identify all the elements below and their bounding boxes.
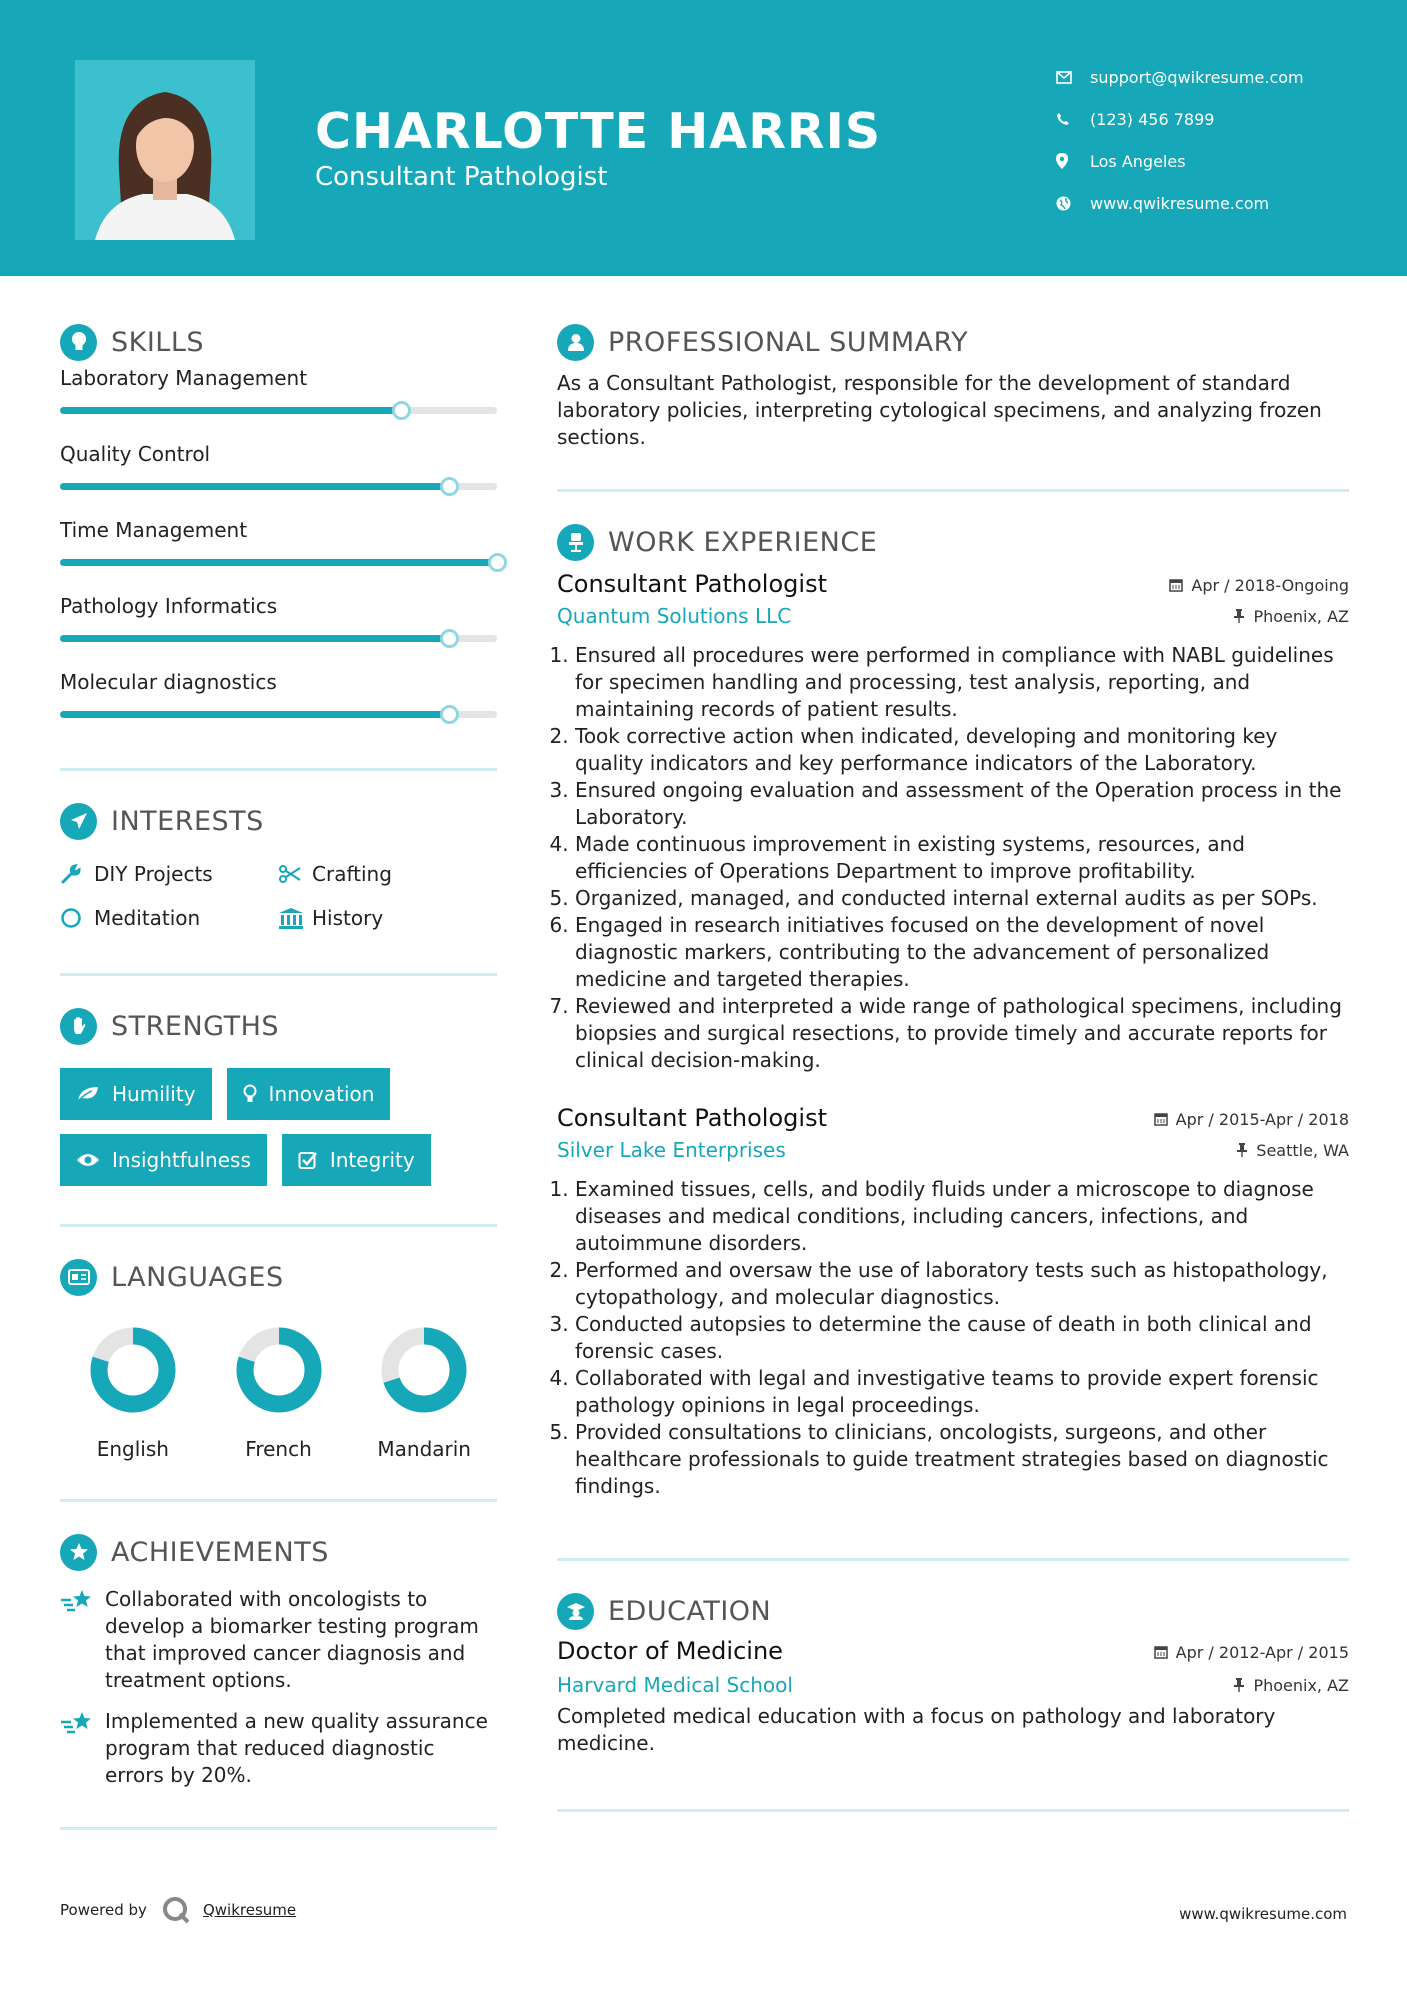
- job-company: Silver Lake Enterprises: [557, 1138, 786, 1162]
- interests-list: [60, 859, 497, 933]
- leaf-icon: [76, 1085, 100, 1103]
- qwikresume-logo-icon: [161, 1895, 191, 1925]
- contact-website[interactable]: [1056, 182, 1304, 224]
- skill-bar-track: [60, 483, 497, 490]
- summary-text: As a Consultant Pathologist, responsible for the development of standard laboratory policies, interpreting cytological specimens, and analyzing frozen sections.: [557, 371, 1322, 449]
- achievement-item: Implemented a new quality assurance program that reduced diagnostic errors by 20%.: [60, 1708, 497, 1789]
- skill-bar-knob: [488, 553, 507, 572]
- skill-bar-track: [60, 635, 497, 642]
- section-divider: [60, 768, 497, 771]
- languages-list: [60, 1325, 497, 1461]
- contact-phone[interactable]: [1056, 98, 1304, 140]
- job-subheader: [557, 1138, 1349, 1162]
- profile-photo: [75, 60, 255, 240]
- skill-bar-fill: [60, 711, 449, 718]
- skill-item: [60, 358, 497, 434]
- paper-plane-icon: [60, 803, 97, 840]
- job-header: [557, 1104, 1349, 1132]
- shooting-star-icon: [60, 1708, 105, 1789]
- pin-icon: [1236, 1143, 1248, 1157]
- section-divider: [60, 1224, 497, 1227]
- strength-badge: Humility: [60, 1068, 212, 1120]
- education-school: Harvard Medical School: [557, 1673, 793, 1697]
- skill-bar-fill: [60, 559, 497, 566]
- skill-label: Quality Control: [60, 442, 211, 466]
- list-item: 1. Ensured all procedures were performed in compliance with NABL guidelines for specimen handling and processing, test analysis, reporting, and maintaining records of patient results.: [575, 642, 1349, 723]
- envelope-icon: [1056, 71, 1090, 84]
- list-item: 6. Engaged in research initiatives focused on the development of novel diagnostic markers, contributing to the advancement of personalized medicine and targeted therapies.: [575, 912, 1349, 993]
- scissors-icon: [278, 865, 312, 883]
- interest-item: History: [278, 903, 478, 933]
- bank-icon: [278, 907, 312, 929]
- phone-icon: [1056, 112, 1090, 126]
- left-column: [60, 322, 497, 1830]
- section-divider: [60, 1827, 497, 1830]
- calendar-icon: [1154, 1112, 1168, 1126]
- list-item: 2. Took corrective action when indicated, developing and monitoring key quality indicators and key performance indicators of the Laboratory.: [575, 723, 1349, 777]
- job-subheader: [557, 604, 1349, 628]
- education-heading: EDUCATION: [557, 1591, 1349, 1631]
- job-location: Phoenix, AZ: [1233, 607, 1349, 626]
- skill-bar-knob: [440, 705, 459, 724]
- skill-label: Pathology Informatics: [60, 594, 278, 618]
- contact-email[interactable]: [1056, 56, 1304, 98]
- language-item: [351, 1325, 497, 1461]
- skill-label: Molecular diagnostics: [60, 670, 277, 694]
- list-item: 4. Made continuous improvement in existing systems, resources, and efficiencies of Operations Department to improve profitability.: [575, 831, 1349, 885]
- right-column: [557, 322, 1349, 1812]
- globe-icon: [1056, 196, 1090, 211]
- skill-label: Time Management: [60, 518, 248, 542]
- section-divider: [60, 1499, 497, 1502]
- language-item: [60, 1325, 206, 1461]
- skill-bar-fill: [60, 635, 449, 642]
- skill-bar-knob: [392, 401, 411, 420]
- skill-bar-knob: [440, 477, 459, 496]
- languages-heading: LANGUAGES: [60, 1257, 497, 1297]
- section-divider: [60, 973, 497, 976]
- star-badge-icon: [60, 1534, 97, 1571]
- skill-bar-fill: [60, 407, 401, 414]
- language-name: English: [96, 1437, 169, 1461]
- powered-by-label: Powered by: [60, 1901, 147, 1919]
- job-role: Consultant Pathologist: [557, 1104, 827, 1132]
- contact-website-text: www.qwikresume.com: [1090, 193, 1270, 213]
- language-name: Mandarin: [377, 1437, 471, 1461]
- interest-item: Crafting: [278, 859, 478, 889]
- strength-badge: Integrity: [282, 1134, 431, 1186]
- list-item: 7. Reviewed and interpreted a wide range of pathological specimens, including biopsies and surgical resections, to provide timely and accurate reports for clinical decision-making.: [575, 993, 1349, 1074]
- contact-email-text: support@qwikresume.com: [1090, 67, 1304, 87]
- education-description: Completed medical education with a focus on pathology and laboratory medicine.: [557, 1704, 1276, 1755]
- summary-heading: PROFESSIONAL SUMMARY: [557, 322, 1349, 362]
- calendar-icon: [1169, 578, 1183, 592]
- list-item: 2. Performed and oversaw the use of laboratory tests such as histopathology, cytopathology, and molecular diagnostics.: [575, 1257, 1349, 1311]
- section-divider: [557, 1809, 1349, 1812]
- skill-bar-track: [60, 711, 497, 718]
- shooting-star-icon: [60, 1586, 105, 1694]
- resume-header: [0, 0, 1407, 276]
- language-item: [206, 1325, 352, 1461]
- interest-item: DIY Projects: [60, 859, 278, 889]
- list-item: 3. Ensured ongoing evaluation and assessment of the Operation process in the Laboratory.: [575, 777, 1349, 831]
- education-subheader: [557, 1673, 1349, 1697]
- achievements-list: [60, 1586, 497, 1789]
- language-donut: [88, 1325, 178, 1415]
- qwikresume-link[interactable]: Qwikresume: [202, 1901, 297, 1919]
- footer-branding: [60, 1895, 296, 1925]
- skill-bar-track: [60, 407, 497, 414]
- strengths-heading: STRENGTHS: [60, 1006, 497, 1046]
- job-entry: [557, 1104, 1349, 1500]
- lightbulb-icon: [60, 324, 97, 361]
- interests-heading: INTERESTS: [60, 801, 497, 841]
- job-responsibilities: [557, 1176, 1349, 1500]
- language-donut: [379, 1325, 469, 1415]
- candidate-title: Consultant Pathologist: [315, 162, 608, 192]
- lightbulb-icon: [243, 1084, 257, 1104]
- language-name: French: [245, 1437, 312, 1461]
- job-dates: Apr / 2015-Apr / 2018: [1154, 1110, 1349, 1129]
- list-item: 5. Provided consultations to clinicians, oncologists, surgeons, and other healthcare professionals to guide treatment strategies based on diagnostic findings.: [575, 1419, 1349, 1500]
- education-degree: Doctor of Medicine: [557, 1637, 783, 1665]
- skill-item: [60, 586, 497, 662]
- checkbox-icon: [298, 1150, 318, 1170]
- graduate-icon: [557, 1593, 594, 1630]
- contact-phone-text: (123) 456 7899: [1090, 109, 1215, 129]
- user-icon: [557, 324, 594, 361]
- office-chair-icon: [557, 524, 594, 561]
- candidate-name: CHARLOTTE HARRIS: [315, 103, 882, 160]
- list-item: 3. Conducted autopsies to determine the cause of death in both clinical and forensic cases.: [575, 1311, 1349, 1365]
- footer-website[interactable]: www.qwikresume.com: [1179, 1905, 1347, 1923]
- hand-icon: [60, 1008, 97, 1045]
- contact-location: [1056, 140, 1304, 182]
- map-marker-icon: [1056, 153, 1090, 169]
- strength-badge: Innovation: [227, 1068, 391, 1120]
- achievements-heading: ACHIEVEMENTS: [60, 1532, 497, 1572]
- skill-item: [60, 662, 497, 738]
- skill-bar-fill: [60, 483, 449, 490]
- circle-icon: [60, 907, 94, 929]
- job-role: Consultant Pathologist: [557, 570, 827, 598]
- achievement-item: Collaborated with oncologists to develop a biomarker testing program that improved cancer diagnosis and treatment options.: [60, 1586, 497, 1694]
- calendar-icon: [1154, 1645, 1168, 1659]
- skill-bar-knob: [440, 629, 459, 648]
- education-entry: [557, 1637, 1349, 1757]
- skills-heading: SKILLS: [60, 322, 497, 362]
- contact-info: [1056, 56, 1304, 224]
- pin-icon: [1233, 609, 1245, 623]
- section-divider: [557, 1558, 1349, 1561]
- job-responsibilities: [557, 642, 1349, 1074]
- experience-heading: WORK EXPERIENCE: [557, 522, 1349, 562]
- eye-icon: [76, 1152, 100, 1168]
- job-location: Seattle, WA: [1236, 1141, 1349, 1160]
- strengths-list: [60, 1068, 497, 1186]
- education-location: Phoenix, AZ: [1233, 1676, 1349, 1695]
- language-donut: [234, 1325, 324, 1415]
- list-item: 4. Collaborated with legal and investigative teams to provide expert forensic pathology opinions in legal proceedings.: [575, 1365, 1349, 1419]
- list-item: 1. Examined tissues, cells, and bodily fluids under a microscope to diagnose diseases and medical conditions, including cancers, infections, and autoimmune disorders.: [575, 1176, 1349, 1257]
- list-item: 5. Organized, managed, and conducted internal external audits as per SOPs.: [575, 885, 1349, 912]
- language-icon: [60, 1259, 97, 1296]
- job-entry: [557, 570, 1349, 1074]
- job-dates: Apr / 2018-Ongoing: [1169, 576, 1349, 595]
- interest-item: Meditation: [60, 903, 278, 933]
- contact-location-text: Los Angeles: [1090, 151, 1186, 171]
- job-company: Quantum Solutions LLC: [557, 604, 792, 628]
- skill-label: Laboratory Management: [60, 366, 308, 390]
- skill-bar-track: [60, 559, 497, 566]
- skill-item: [60, 434, 497, 510]
- education-header: [557, 1637, 1349, 1665]
- wrench-icon: [60, 863, 94, 885]
- education-dates: Apr / 2012-Apr / 2015: [1154, 1643, 1349, 1662]
- section-divider: [557, 489, 1349, 492]
- pin-icon: [1233, 1678, 1245, 1692]
- skills-list: [60, 358, 497, 738]
- strength-badge: Insightfulness: [60, 1134, 267, 1186]
- job-header: [557, 570, 1349, 598]
- skill-item: [60, 510, 497, 586]
